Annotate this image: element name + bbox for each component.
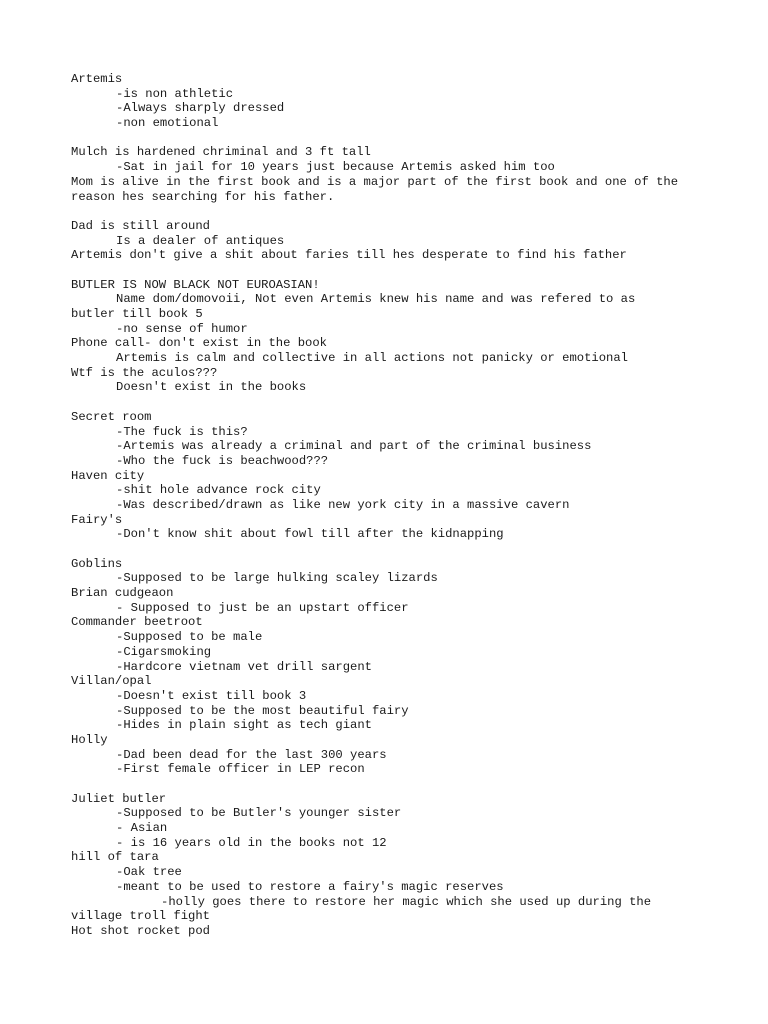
text-line: -Hides in plain sight as tech giant (116, 718, 372, 733)
text-line: -Who the fuck is beachwood??? (116, 453, 329, 468)
text-line: Artemis (71, 72, 123, 86)
text-line: -non emotional (116, 116, 219, 131)
text-line: -Was described/drawn as like new york city in a massive cavern (116, 497, 570, 512)
text-line: -no sense of humor (116, 321, 248, 336)
text-line: Haven city (71, 468, 145, 483)
text-line: Is a dealer of antiques (116, 233, 285, 248)
text-line: -Cigarsmoking (116, 644, 212, 659)
text-line: Mulch is hardened chriminal and 3 ft tall (71, 145, 371, 160)
text-line: -Supposed to be the most beautiful fairy (116, 703, 409, 718)
text-line: Mom is alive in the first book and is a major part of the first book and one of the (71, 174, 679, 189)
text-line: -is non athletic (116, 86, 234, 101)
blank-line (71, 131, 731, 146)
blank-line (71, 395, 731, 410)
blank-line (71, 263, 731, 278)
text-line: -Doesn't exist till book 3 (116, 688, 307, 703)
blank-line (71, 204, 731, 219)
text-line: -meant to be used to restore a fairy's magic reserves (116, 879, 504, 894)
text-line: Goblins (71, 556, 123, 571)
text-line: butler till book 5 (71, 307, 203, 321)
text-line: -The fuck is this? (116, 424, 248, 439)
blank-line (71, 542, 731, 557)
text-line: -Don't know shit about fowl till after the kidnapping (116, 527, 504, 542)
text-line: Juliet butler (71, 791, 167, 806)
text-line: Hot shot rocket pod (71, 923, 210, 938)
text-line: BUTLER IS NOW BLACK NOT EUROASIAN! (71, 277, 320, 292)
text-line: Fairy's (71, 512, 123, 527)
text-line: -Sat in jail for 10 years just because Artemis asked him too (116, 160, 555, 175)
text-line: -Oak tree (116, 865, 182, 880)
text-line: Wtf is the aculos??? (71, 365, 218, 380)
text-line: Brian cudgeaon (71, 586, 174, 601)
text-line: reason hes searching for his father. (71, 189, 335, 204)
text-line: - is 16 years old in the books not 12 (116, 835, 387, 850)
text-line: -First female officer in LEP recon (116, 762, 365, 777)
text-line: -Supposed to be male (116, 630, 263, 645)
text-line: village troll fight (71, 909, 210, 924)
text-line: Phone call- don't exist in the book (71, 336, 327, 351)
text-line: -Always sharply dressed (116, 101, 285, 116)
text-line: -Supposed to be Butler's younger sister (116, 806, 402, 821)
text-line: - Asian (116, 821, 168, 836)
text-line: -Supposed to be large hulking scaley lizards (116, 571, 438, 586)
text-line: Secret room (71, 409, 152, 424)
text-line: -shit hole advance rock city (116, 483, 321, 498)
text-line: Villan/opal (71, 674, 152, 689)
text-line: Doesn't exist in the books (116, 380, 307, 395)
text-line: -Hardcore vietnam vet drill sargent (116, 659, 372, 674)
text-line: -Artemis was already a criminal and part of the criminal business (116, 439, 592, 454)
text-line: -holly goes there to restore her magic which she used up during the (161, 894, 652, 909)
text-line: Holly (71, 732, 108, 747)
text-line: Name dom/domovoii, Not even Artemis knew his name and was refered to as (116, 292, 636, 307)
text-line: Commander beetroot (71, 615, 203, 630)
document-body (71, 72, 731, 939)
text-line: - Supposed to just be an upstart officer (116, 600, 409, 615)
text-line: Artemis is calm and collective in all actions not panicky or emotional (116, 351, 628, 366)
text-line: hill of tara (71, 850, 159, 865)
blank-line (71, 777, 731, 792)
text-line: Artemis don't give a shit about faries till hes desperate to find his father (71, 248, 627, 263)
text-line: Dad is still around (71, 218, 210, 233)
text-line: -Dad been dead for the last 300 years (116, 747, 387, 762)
